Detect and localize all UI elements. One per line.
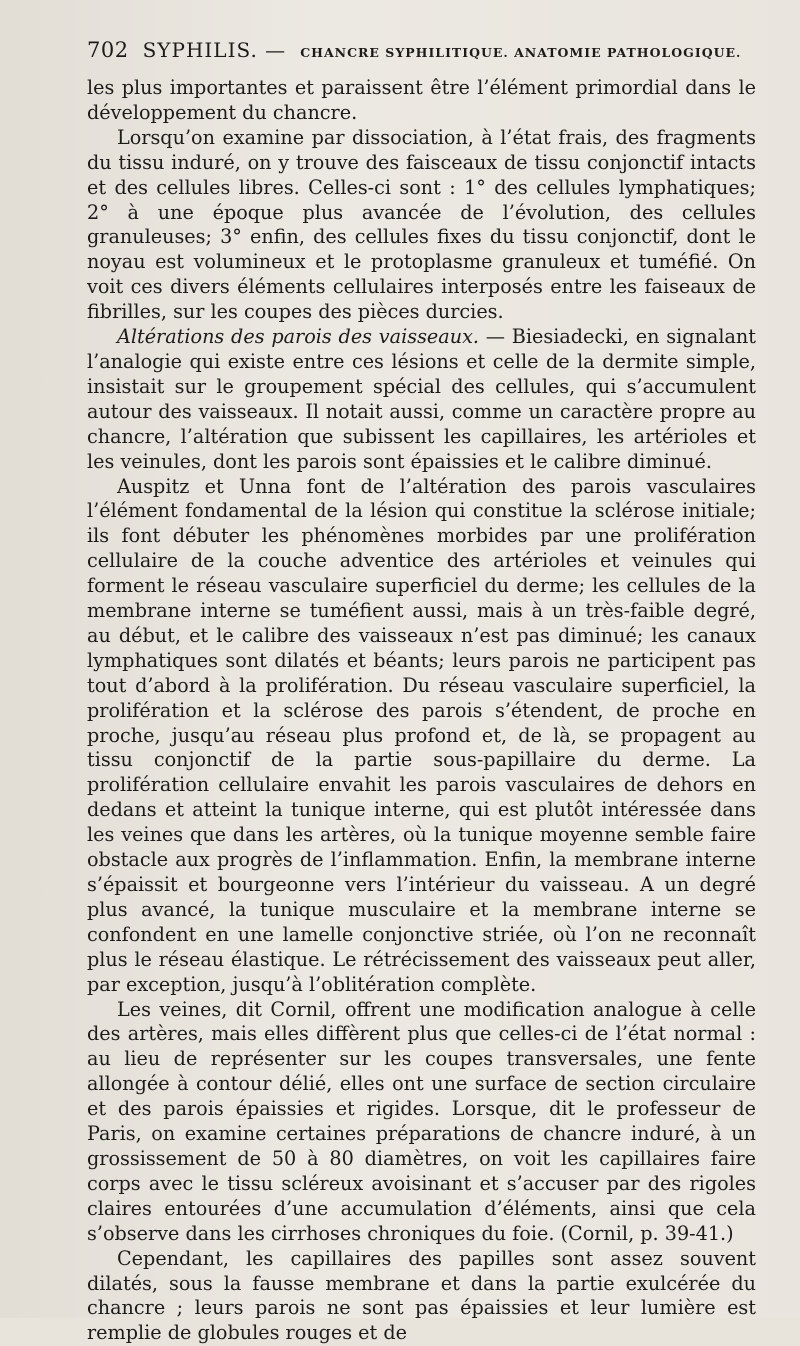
paragraph-capillaries: Cependant, les capillaires des papilles sont assez souvent dilatés, sous la fausse membrane et dans la partie exulcérée du chancre ; leurs parois ne sont pas épaissies et leur lumière est remplie de globules rouges et de [87, 1246, 756, 1345]
paragraph-veins-cornil: Les veines, dit Cornil, offrent une modification analogue à celle des artères, mais elles diffèrent plus que celles-ci de l’état normal : au lieu de représenter sur les coupes transversales, une fente allongée à contour délié, elles ont une surface de section circulaire et des parois épaissies et rigides. Lorsque, dit le professeur de Paris, on examine certaines préparations de chancre induré, à un grossissement de 50 à 80 diamètres, on voit les capillaires faire corps avec le tissu scléreux avoisinant et s’accuser par des rigoles claires entourées d’une accumulation d’éléments, ainsi que cela s’observe dans les cirrhoses chroniques du foie. (Cornil, p. 39-41.) [87, 997, 756, 1245]
section-heading: Altérations des parois des vaisseaux. [117, 325, 479, 349]
running-title: SYPHILIS. — [142, 38, 287, 62]
paragraph-continuation: les plus importantes et paraissent être l’élément primordial dans le développement du chancre. [87, 76, 756, 124]
paragraph-auspitz-unna: Auspitz et Unna font de l’altération des parois vasculaires l’élément fondamental de la lésion qui constitue la sclérose initiale; ils font débuter les phénomènes morbides par une prolifération cellulaire de la couche adventice des artérioles et veinules qui forment le réseau vasculaire superficiel du derme; les cellules de la membrane interne se tuméfient aussi, mais à un très-faible degré, au début, et le calibre des vaisseaux n’est pas diminué; les canaux lymphatiques sont dilatés et béants; leurs parois ne participent pas tout d’abord à la prolifération. Du réseau vasculaire superficiel, la prolifération et la sclérose des parois s’étendent, de proche en proche, jusqu’au réseau plus profond et, de là, se propagent au tissu conjonctif de la partie sous-papillaire du derme. La prolifération cellulaire envahit les parois vasculaires de dehors en dedans et atteint la tunique interne, qui est plutôt intéressée dans les veines que dans les artères, où la tunique moyenne semble faire obstacle aux progrès de l’inflammation. Enfin, la membrane interne s’épaissit et bourgeonne vers l’intérieur du vaisseau. A un degré plus avancé, la tunique musculaire et la membrane interne se confondent en une lamelle conjonctive striée, où l’on ne reconnaît plus le réseau élastique. Le rétrécissement des vaisseaux peut aller, par exception, jusqu’à l’oblitération complète. [87, 474, 756, 996]
page-number: 702 [87, 38, 129, 62]
paragraph-dissociation: Lorsqu’on examine par dissociation, à l’état frais, des fragments du tissu induré, on y trouve des faisceaux de tissu conjonctif intacts et des cellules libres. Celles-ci sont : 1° des cellules lymphatiques; 2° à une époque plus avancée de l’évolution, des cellules granuleuses; 3° enfin, des cellules fixes du tissu conjonctif, dont le noyau est volumineux et le protoplasme granuleux et tuméfié. On voit ces divers éléments cellulaires interposés entre les faiseaux de fibrilles, sur les coupes des pièces durcies. [87, 125, 756, 324]
paragraph-text: — Biesiadecki, en signalant l’analogie qui existe entre ces lésions et celle de la dermite simple, insistait sur le groupement spécial des cellules, qui s’accumulent autour des vaisseaux. Il notait aussi, comme un caractère propre au chancre, l’altération que subissent les capillaires, les artérioles et les veinules, dont les parois sont épaissies et le calibre diminué. [87, 325, 756, 473]
running-header [87, 38, 756, 72]
running-subtitle: CHANCRE SYPHILITIQUE. ANATOMIE PATHOLOGIQUE. [300, 45, 742, 60]
body-text [87, 76, 756, 1346]
paragraph-vessel-alterations [87, 325, 756, 474]
